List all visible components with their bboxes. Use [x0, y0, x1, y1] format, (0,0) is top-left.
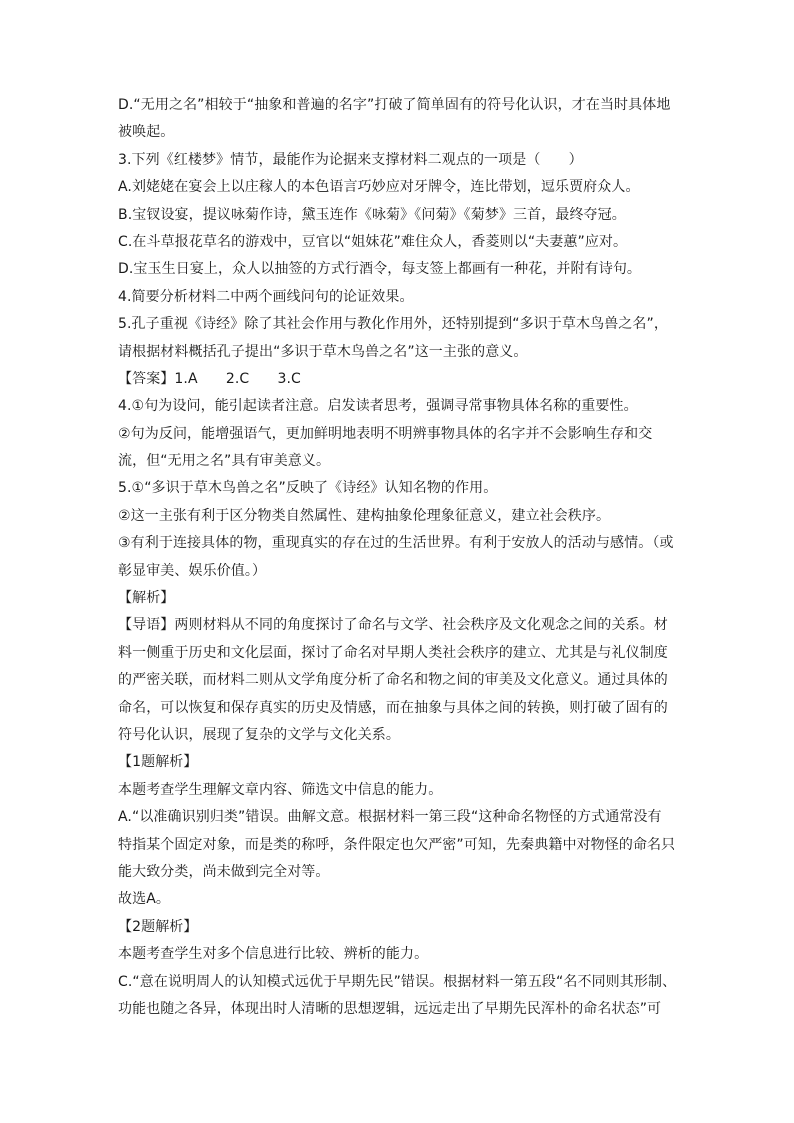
q2-analysis-text: 本题考查学生对多个信息进行比较、辨析的能力。: [118, 946, 429, 963]
analysis-heading: 【解析】: [118, 590, 175, 607]
question-4-stem: 4.简要分析材料二中两个画线问句的论证效果。: [118, 288, 414, 305]
option-b: B.宝钗设宴，提议咏菊作诗，黛玉连作《咏菊》《问菊》《菊梦》三首，最终夺冠。: [118, 206, 626, 223]
answer-line: ②句为反问，能增强语气，更加鲜明地表明不明辨事物具体的名字并不会影响生存和交: [118, 425, 653, 442]
answer-heading: 【答案】1.A 2.C 3.C: [118, 370, 301, 387]
document-body: [118, 92, 678, 1023]
answer-line: ③有利于连接具体的物，重现真实的存在过的生活世界。有利于安放人的活动与感情。（或: [118, 535, 674, 552]
intro-paragraph: 的严密关联，而材料二则从文学角度分析了命名和物之间的审美及文化意义。通过具体的: [118, 672, 668, 689]
q1-analysis-text: 本题考查学生理解文章内容、筛选文中信息的能力。: [118, 781, 443, 798]
intro-paragraph: 【导语】两则材料从不同的角度探讨了命名与文学、社会秩序及文化观念之间的关系。材: [118, 617, 668, 634]
option-c: C.在斗草报花草名的游戏中，豆官以“姐妹花”难住众人，香菱则以“夫妻蕙”应对。: [118, 233, 628, 250]
answer-line: 彰显审美、娱乐价值。）: [118, 562, 267, 579]
answer-line: ②这一主张有利于区分物类自然属性、建构抽象伦理象征意义，建立社会秩序。: [118, 507, 611, 524]
option-a: A.刘姥姥在宴会上以庄稼人的本色语言巧妙应对牙牌令，连比带划，逗乐贾府众人。: [118, 179, 640, 196]
answer-line: 流，但“无用之名”具有审美意义。: [118, 453, 331, 470]
text-line: D.“无用之名”相较于“抽象和普遍的名字”打破了简单固有的符号化认识，才在当时具体地: [118, 97, 671, 113]
q2-analysis-text: 功能也随之各异，体现出时人清晰的思想逻辑，远远走出了早期先民浑朴的命名状态”可: [118, 1000, 662, 1017]
q2-analysis-text: C.“意在说明周人的认知模式远优于早期先民”错误。根据材料一第五段“名不同则其形制、: [118, 973, 677, 990]
answer-line: 5.①“多识于草木鸟兽之名”反映了《诗经》认知名物的作用。: [118, 480, 498, 497]
question-5-stem: 5.孔子重视《诗经》除了其社会作用与教化作用外，还特别提到“多识于草木鸟兽之名”，: [118, 316, 668, 333]
intro-paragraph: 符号化认识，展现了复杂的文学与文化关系。: [118, 726, 400, 743]
text-line: 请根据材料概括孔子提出“多识于草木鸟兽之名”这一主张的意义。: [118, 343, 528, 360]
answer-line: 4.①句为设问，能引起读者注意。启发读者思考，强调寻常事物具体名称的重要性。: [118, 398, 638, 415]
intro-paragraph: 命名，可以恢复和保存真实的历史及情感，而在抽象与具体之间的转换，则打破了固有的: [118, 699, 668, 716]
q1-conclusion: 故选A。: [118, 891, 170, 908]
intro-paragraph: 料一侧重于历史和文化层面，探讨了命名对早期人类社会秩序的建立、尤其是与礼仪制度: [118, 644, 668, 661]
q1-analysis-text: A.“以准确识别归类”错误。曲解文意。根据材料一第三段“这种命名物怪的方式通常没有: [118, 809, 662, 826]
q1-analysis-text: 特指某个固定对象，而是类的称呼，条件限定也欠严密”可知，先秦典籍中对物怪的命名只: [118, 836, 676, 853]
q1-analysis-text: 能大致分类，尚未做到完全对等。: [118, 863, 330, 880]
q1-analysis-heading: 【1题解析】: [118, 754, 198, 771]
question-3-stem: 3.下列《红楼梦》情节，最能作为论据来支撑材料二观点的一项是（ ）: [118, 151, 583, 168]
text-line: 被唤起。: [118, 124, 175, 141]
q2-analysis-heading: 【2题解析】: [118, 918, 198, 935]
option-d: D.宝玉生日宴上，众人以抽签的方式行酒令，每支签上都画有一种花，并附有诗句。: [118, 261, 642, 278]
